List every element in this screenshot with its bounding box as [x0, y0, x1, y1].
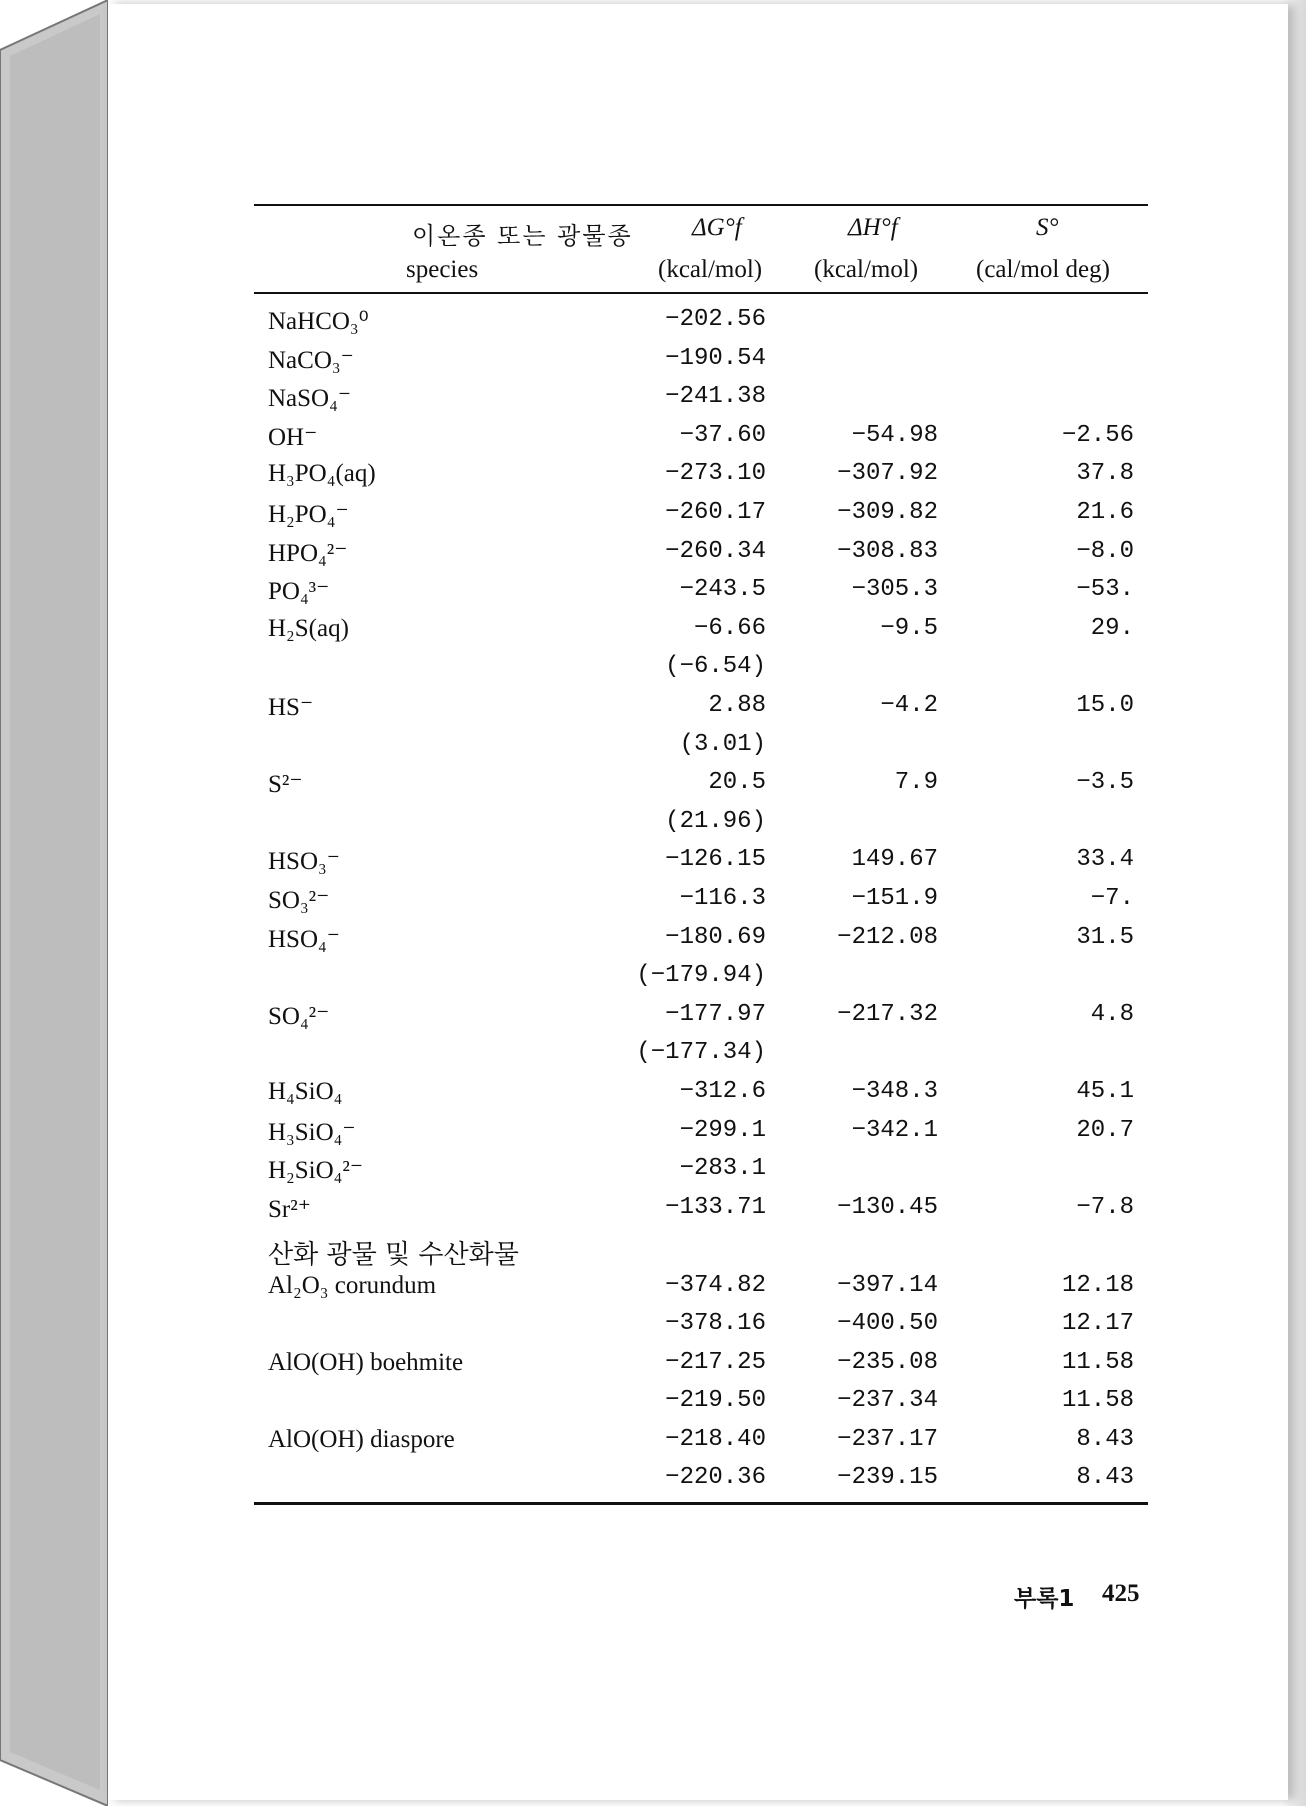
- delta-g-cell: −180.69: [665, 923, 766, 951]
- delta-h-cell: −4.2: [880, 692, 938, 719]
- delta-g-cell: −283.1: [679, 1155, 766, 1183]
- species-cell: OH⁻: [268, 423, 318, 451]
- delta-h-cell: −307.92: [837, 460, 938, 488]
- species-cell: AlO(OH) diaspore: [268, 1425, 455, 1453]
- delta-h-cell: 149.67: [851, 846, 938, 874]
- table-row: [254, 1310, 1148, 1348]
- species-english-header: species: [406, 256, 479, 283]
- table-row: [254, 808, 1148, 846]
- delta-g-cell: −374.82: [665, 1272, 766, 1299]
- delta-g-cell: −177.97: [665, 1000, 766, 1028]
- delta-g-cell: −133.71: [665, 1193, 766, 1221]
- table-row: [254, 924, 1148, 962]
- table-row: [254, 306, 1148, 344]
- page-number: 425: [1102, 1580, 1140, 1607]
- entropy-cell: 8.43: [1076, 1464, 1134, 1491]
- delta-h-cell: −151.9: [851, 885, 938, 912]
- entropy-cell: −7.: [1090, 885, 1134, 912]
- delta-h-cell: −239.15: [837, 1464, 938, 1491]
- species-cell: SO₄²⁻: [268, 1002, 330, 1030]
- delta-h-cell: −305.3: [851, 576, 938, 604]
- species-cell: AlO(OH) boehmite: [268, 1348, 464, 1376]
- delta-g-cell: −116.3: [679, 885, 766, 912]
- delta-g-cell: −260.34: [665, 537, 766, 565]
- delta-h-cell: −397.14: [837, 1272, 938, 1299]
- species-cell: HS⁻: [268, 694, 314, 721]
- species-cell: SO₃²⁻: [268, 887, 330, 914]
- delta-g-cell: 20.5: [708, 769, 766, 797]
- delta-g-cell: −37.60: [679, 421, 766, 449]
- species-cell: H₂PO₄⁻: [268, 501, 349, 528]
- delta-h-cell: −400.50: [837, 1310, 938, 1338]
- delta-g-cell: −217.25: [665, 1348, 766, 1376]
- entropy-cell: 8.43: [1076, 1425, 1134, 1453]
- table-row: [254, 460, 1148, 498]
- table-row: [254, 538, 1148, 576]
- delta-h-cell: −308.83: [837, 537, 938, 565]
- entropy-cell: 4.8: [1090, 1000, 1134, 1028]
- delta-g-cell: −241.38: [665, 383, 766, 411]
- table-row: [254, 692, 1148, 730]
- species-cell: H₃SiO₄⁻: [268, 1118, 356, 1146]
- delta-h-cell: −235.08: [837, 1348, 938, 1376]
- species-cell: NaSO₄⁻: [268, 385, 352, 413]
- table-bottom-rule: [254, 1502, 1148, 1505]
- delta-g-cell: −243.5: [679, 576, 766, 604]
- delta-g-cell: (21.96): [665, 807, 766, 835]
- entropy-cell: 31.5: [1076, 923, 1134, 951]
- col-h-symbol: ΔH°f: [848, 214, 898, 241]
- table-row: [254, 1155, 1148, 1193]
- table-row: [254, 1001, 1148, 1039]
- delta-g-cell: −220.36: [665, 1464, 766, 1491]
- delta-g-cell: (−179.94): [636, 962, 766, 990]
- delta-h-cell: 7.9: [894, 769, 938, 797]
- species-korean-header: 이온종 또는 광물종: [412, 222, 633, 250]
- species-cell: H₄SiO₄: [268, 1078, 343, 1105]
- table-row: [254, 1464, 1148, 1502]
- entropy-cell: 15.0: [1076, 692, 1134, 719]
- table-row: [254, 1349, 1148, 1387]
- entropy-cell: −7.8: [1076, 1193, 1134, 1221]
- entropy-cell: 45.1: [1076, 1078, 1134, 1105]
- table-row: [254, 576, 1148, 614]
- table-row: [254, 1117, 1148, 1155]
- table-row: [254, 731, 1148, 769]
- table-row: [254, 1387, 1148, 1425]
- col-s-unit: (cal/mol deg): [976, 256, 1110, 283]
- delta-h-cell: −9.5: [880, 614, 938, 642]
- species-cell: S²⁻: [268, 771, 303, 799]
- table-row: [254, 846, 1148, 884]
- entropy-cell: 20.7: [1076, 1116, 1134, 1144]
- table-row: [254, 1272, 1148, 1310]
- species-cell: PO₄³⁻: [268, 578, 330, 606]
- col-g-unit: (kcal/mol): [658, 256, 763, 283]
- delta-g-cell: (3.01): [679, 730, 766, 758]
- entropy-cell: −2.56: [1061, 421, 1134, 449]
- entropy-cell: −8.0: [1076, 537, 1134, 565]
- table-row: [254, 1194, 1148, 1232]
- delta-g-cell: 2.88: [708, 692, 766, 719]
- table-header-rule: [254, 292, 1148, 294]
- delta-h-cell: −212.08: [837, 923, 938, 951]
- appendix-label: 부록1: [1014, 1586, 1075, 1612]
- delta-g-cell: (−177.34): [636, 1039, 766, 1067]
- entropy-cell: 33.4: [1076, 846, 1134, 874]
- species-cell: H₃PO₄(aq): [268, 460, 376, 488]
- entropy-cell: −53.: [1076, 576, 1134, 604]
- delta-g-cell: −202.56: [665, 306, 766, 333]
- table-row: [254, 1078, 1148, 1116]
- delta-g-cell: −190.54: [665, 344, 766, 372]
- book-spine: [0, 0, 108, 1806]
- delta-g-cell: −378.16: [665, 1310, 766, 1338]
- table-row: [254, 1426, 1148, 1464]
- delta-g-cell: −273.10: [665, 460, 766, 488]
- table-row: [254, 962, 1148, 1000]
- delta-g-cell: −312.6: [679, 1078, 766, 1105]
- delta-g-cell: −126.15: [665, 846, 766, 874]
- entropy-cell: 12.17: [1061, 1310, 1134, 1338]
- col-h-unit: (kcal/mol): [814, 256, 919, 283]
- delta-h-cell: −54.98: [851, 421, 938, 449]
- table-row: [254, 769, 1148, 807]
- delta-g-cell: −6.66: [693, 614, 766, 642]
- delta-g-cell: −218.40: [665, 1425, 766, 1453]
- delta-h-cell: −348.3: [851, 1078, 938, 1105]
- entropy-cell: 11.58: [1061, 1387, 1134, 1415]
- entropy-cell: −3.5: [1076, 769, 1134, 797]
- delta-g-cell: −299.1: [679, 1116, 766, 1144]
- delta-h-cell: −237.17: [837, 1425, 938, 1453]
- species-cell: NaHCO₃⁰: [268, 308, 369, 335]
- delta-h-cell: −217.32: [837, 1000, 938, 1028]
- table-row: [254, 1039, 1148, 1077]
- section-title: 산화 광물 및 수산화물: [268, 1240, 519, 1270]
- delta-g-cell: −219.50: [665, 1387, 766, 1415]
- table-row: [254, 383, 1148, 421]
- table-row: [254, 422, 1148, 460]
- entropy-cell: 12.18: [1061, 1272, 1134, 1299]
- species-cell: HSO₄⁻: [268, 925, 340, 953]
- col-g-symbol: ΔG°f: [692, 214, 742, 241]
- table-row: [254, 653, 1148, 691]
- delta-h-cell: −130.45: [837, 1193, 938, 1221]
- table-row: [254, 345, 1148, 383]
- delta-g-cell: (−6.54): [665, 653, 766, 681]
- delta-g-cell: −260.17: [665, 499, 766, 526]
- species-cell: HPO₄²⁻: [268, 539, 348, 567]
- entropy-cell: 21.6: [1076, 499, 1134, 526]
- species-cell: H₂SiO₄²⁻: [268, 1157, 364, 1185]
- delta-h-cell: −237.34: [837, 1387, 938, 1415]
- species-cell: Al₂O₃ corundum: [268, 1272, 437, 1299]
- entropy-cell: 11.58: [1061, 1348, 1134, 1376]
- species-cell: NaCO₃⁻: [268, 346, 354, 374]
- col-s-symbol: S°: [1036, 214, 1059, 241]
- table-row: [254, 615, 1148, 653]
- delta-h-cell: −342.1: [851, 1116, 938, 1144]
- table-row: [254, 499, 1148, 537]
- entropy-cell: 37.8: [1076, 460, 1134, 488]
- species-cell: Sr²⁺: [268, 1195, 311, 1223]
- species-cell: HSO₃⁻: [268, 848, 340, 876]
- entropy-cell: 29.: [1090, 614, 1134, 642]
- delta-h-cell: −309.82: [837, 499, 938, 526]
- table-row: [254, 885, 1148, 923]
- table-top-rule: [254, 204, 1148, 206]
- species-cell: H₂S(aq): [268, 614, 349, 642]
